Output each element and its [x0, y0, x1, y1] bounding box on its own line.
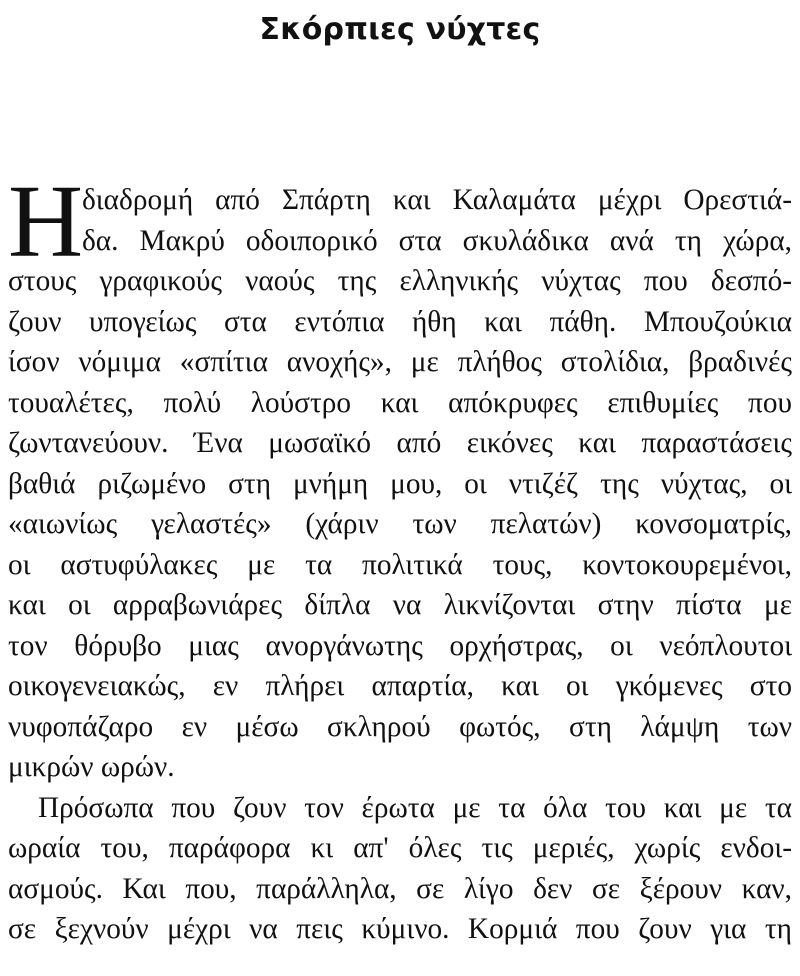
text-line: σε ξεχνούν μέχρι να πεις κύμινο. Κορμιά που ζουν για τη	[8, 913, 792, 945]
text-line: ίσον νόμιμα «σπίτια ανοχής», με πλήθος στολίδια, βραδινές	[8, 346, 792, 378]
text-line: ασμούς. Και που, παράλληλα, σε λίγο δεν σε ξέρουν καν,	[8, 872, 792, 905]
text-line: μικρών ωρών.	[8, 751, 175, 783]
text-line: «αιωνίως γελαστές» (χάριν των πελατών) κονσοματρίς,	[8, 508, 792, 540]
text-line: βαθιά ριζωμένο στη μνήμη μου, οι ντιζέζ της νύχτας, οι	[8, 467, 792, 500]
text-line: δα. Μακρύ οδοιπορικό στα σκυλάδικα ανά τη χώρα,	[82, 224, 792, 257]
text-line: στους γραφικούς ναούς της ελληνικής νύχτας που δεσπό-	[8, 265, 792, 297]
text-line: διαδρομή από Σπάρτη και Καλαμάτα μέχρι Ορεστιά-	[82, 184, 792, 216]
text-line: Πρόσωπα που ζουν τον έρωτα με τα όλα του και με τα	[38, 791, 792, 824]
text-line: και οι αρραβωνιάρες δίπλα να λικνίζονται στην πίστα με	[8, 589, 792, 621]
body-text	[8, 164, 792, 950]
text-line: νυφοπάζαρο εν μέσω σκληρού φωτός, στη λάμψη των	[8, 710, 792, 743]
text-line: ωραία του, παράφορα κι απ' όλες τις μεριές, χωρίς ενδοι-	[8, 832, 792, 864]
text-line: οικογενειακώς, εν πλήρει απαρτία, και οι γκόμενες στο	[8, 670, 792, 702]
text-line: ζουν υπογείως στα εντόπια ήθη και πάθη. Μπουζούκια	[8, 305, 792, 338]
chapter-title: Σκόρπιες νύχτες	[259, 12, 541, 47]
text-line: τουαλέτες, πολύ λούστρο και απόκρυφες επιθυμίες που	[8, 386, 792, 419]
text-line: οι αστυφύλακες με τα πολιτικά τους, κοντοκουρεμένοι,	[8, 548, 792, 581]
text-line: ζωντανεύουν. Ένα μωσαϊκό από εικόνες και παραστάσεις	[8, 427, 792, 459]
text-line: τον θόρυβο μιας ανοργάνωτης ορχήστρας, οι νεόπλουτοι	[8, 629, 792, 662]
drop-cap: Η	[8, 164, 84, 279]
